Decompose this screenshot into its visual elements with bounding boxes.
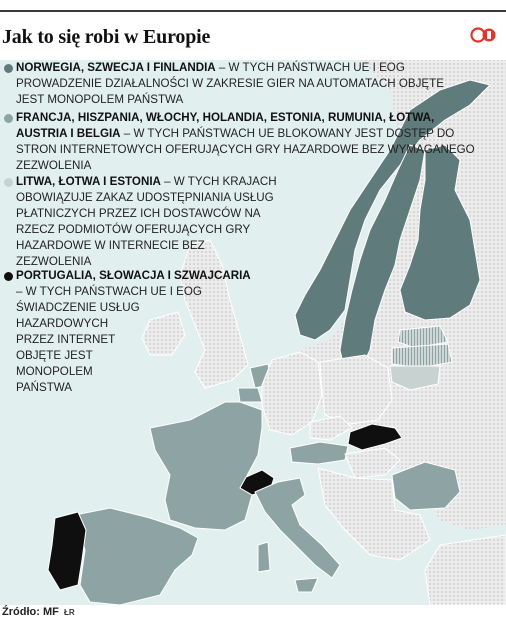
source-label: Źródło: [2,606,40,618]
top-rule [0,10,506,12]
legend-swatch [4,272,13,281]
legend-line: STRON INTERNETOWYCH OFERUJĄCYCH GRY HAZARDOWE BEZ WYMAGANEGO [16,143,475,156]
legend-swatch [4,114,13,123]
legend-countries: LITWA, ŁOTWA I ESTONIA [16,175,161,188]
legend-line: MONOPOLEM [16,365,93,378]
legend-countries: PORTUGALIA, SŁOWACJA I SZWAJCARIA [16,269,251,282]
graphic-credit: ŁR [64,608,75,617]
legend-text [16,268,296,396]
legend-line: ŚWIADCZENIE USŁUG [16,301,140,314]
legend-line: ZEZWOLENIA [16,159,92,172]
legend-line: OBOWIĄZUJE ZAKAZ UDOSTĘPNIANIA USŁUG [16,191,274,204]
legend-line: HAZARDOWYCH [16,317,109,330]
island-sardinia [258,542,270,572]
legend-text [16,174,277,270]
source-note [2,606,59,618]
legend-swatch [4,64,13,73]
source-value: MF [42,606,59,618]
legend-line: – W TYCH PAŃSTWACH UE I EOG [16,285,202,298]
publisher-logo-icon [470,27,498,43]
legend-text [16,60,444,108]
legend-swatch [4,178,13,187]
legend-line: – W TYCH KRAJACH [160,175,277,188]
legend-countries-cont: AUSTRIA I BELGIA [16,127,121,140]
map-title: Jak to się robi w Europie [2,26,211,48]
legend-line: JEST MONOPOLEM PAŃSTWA [16,93,184,106]
legend-countries: NORWEGIA, SZWECJA I FINLANDIA [16,61,216,74]
legend-line: – W TYCH PAŃSTWACH UE I EOG [215,61,405,74]
legend-line: PROWADZENIE DZIAŁALNOŚCI W ZAKRESIE GIER NA AUTOMATACH OBJĘTE [16,77,444,90]
legend-line: – W TYCH PAŃSTWACH UE BLOKOWANY JEST DOSTĘP DO [120,127,455,140]
legend-line: RZECZ PODMIOTÓW OFERUJĄCYCH GRY [16,223,251,236]
country-poland [320,355,392,424]
legend-line: PAŃSTWA [16,381,73,394]
legend-line: PŁATNICZYCH PRZEZ ICH DOSTAWCÓW NA [16,207,261,220]
legend-line: PRZEZ INTERNET [16,333,116,346]
legend-line: HAZARDOWE W INTERNECIE BEZ [16,239,205,252]
legend-text [16,110,475,174]
legend-countries: FRANCJA, HISZPANIA, WŁOCHY, HOLANDIA, ESTONIA, RUMUNIA, ŁOTWA, [16,111,435,124]
legend-line: ZEZWOLENIA [16,255,92,268]
legend-line: OBJĘTE JEST [16,349,93,362]
